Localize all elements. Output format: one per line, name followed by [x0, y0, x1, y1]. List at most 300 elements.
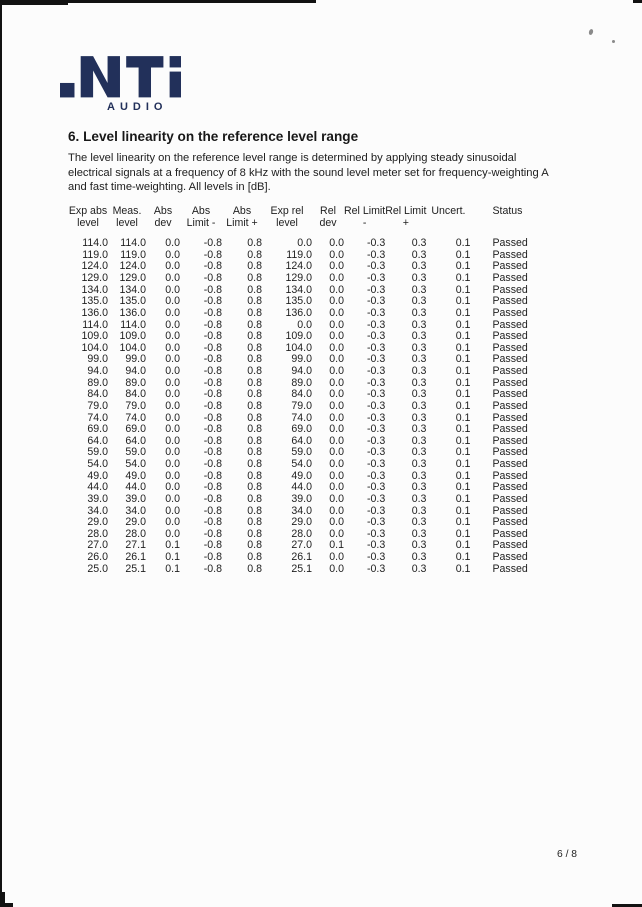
table-cell: 64.0: [125, 434, 146, 447]
table-cell: 49.0: [125, 469, 146, 482]
table-cell: -0.8: [203, 365, 222, 378]
table-cell: 99.0: [125, 353, 146, 366]
table-cell: 0.8: [247, 330, 262, 343]
column-header: Uncert.: [431, 205, 466, 217]
table-cell: -0.3: [366, 237, 386, 250]
status-cell: Passed: [492, 504, 528, 517]
table-cell: 136.0: [81, 306, 108, 319]
status-cell: Passed: [492, 481, 528, 494]
table-cell: 34.0: [125, 504, 146, 517]
table-cell: 0.0: [165, 283, 180, 296]
status-cell: Passed: [492, 469, 528, 482]
table-cell: 0.8: [247, 423, 262, 436]
table-cell: 74.0: [125, 411, 146, 424]
table-cell: -0.8: [203, 295, 222, 308]
table-cell: 89.0: [125, 376, 146, 389]
table-cell: 0.1: [455, 260, 471, 273]
table-cell: 0.0: [329, 388, 344, 401]
table-cell: 0.3: [411, 481, 427, 494]
table-cell: -0.3: [366, 272, 386, 285]
table-cell: -0.3: [366, 516, 386, 529]
status-cell: Passed: [492, 388, 528, 401]
table-row: [68, 552, 532, 564]
table-cell: 99.0: [291, 353, 312, 366]
table-cell: 0.8: [247, 458, 262, 471]
table-cell: 69.0: [291, 423, 312, 436]
table-cell: 39.0: [125, 492, 146, 505]
table-cell: 44.0: [125, 481, 146, 494]
table-cell: 0.0: [165, 237, 180, 250]
table-cell: 135.0: [119, 295, 146, 308]
table-cell: 0.3: [411, 423, 427, 436]
table-cell: 0.3: [411, 516, 427, 529]
table-cell: 0.0: [329, 458, 344, 471]
status-cell: Passed: [492, 295, 528, 308]
table-cell: 109.0: [119, 330, 146, 343]
table-cell: -0.8: [203, 353, 222, 366]
table-cell: 25.1: [291, 562, 312, 575]
status-cell: Passed: [492, 283, 528, 296]
table-cell: 0.0: [329, 423, 344, 436]
table-cell: -0.3: [366, 306, 386, 319]
table-cell: -0.8: [203, 318, 222, 331]
table-cell: -0.8: [203, 446, 222, 459]
table-row: [68, 494, 532, 506]
table-cell: 0.3: [411, 272, 427, 285]
table-cell: 0.1: [455, 330, 471, 343]
table-cell: -0.3: [366, 411, 386, 424]
table-cell: 0.3: [411, 504, 427, 517]
table-row: [68, 564, 532, 576]
table-cell: 0.8: [247, 527, 262, 540]
table-cell: 119.0: [120, 248, 146, 261]
table-cell: 0.1: [455, 423, 471, 436]
logo-square-dot: [60, 83, 74, 97]
table-cell: -0.8: [203, 551, 222, 564]
table-cell: -0.3: [366, 446, 386, 459]
scan-speckle: [612, 40, 615, 43]
table-cell: 0.0: [329, 272, 344, 285]
table-cell: 0.8: [247, 504, 262, 517]
status-cell: Passed: [492, 353, 528, 366]
table-row: [68, 366, 532, 378]
table-header-row: [68, 206, 532, 238]
table-cell: 0.1: [455, 272, 471, 285]
table-cell: -0.3: [366, 260, 386, 273]
table-cell: -0.3: [366, 539, 386, 552]
logo-audio-text: AUDIO: [107, 100, 168, 113]
table-cell: 0.1: [455, 551, 471, 564]
table-cell: 27.0: [87, 539, 108, 552]
table-cell: 0.3: [411, 434, 427, 447]
table-cell: 28.0: [125, 527, 146, 540]
logo-letter-t: [126, 56, 163, 97]
table-cell: -0.8: [203, 504, 222, 517]
table-cell: 29.0: [87, 516, 108, 529]
status-cell: Passed: [492, 376, 528, 389]
table-cell: 0.0: [329, 481, 344, 494]
section-paragraph: [68, 151, 608, 195]
table-cell: -0.3: [366, 353, 386, 366]
table-cell: 0.0: [329, 469, 344, 482]
table-cell: 0.1: [455, 341, 471, 354]
status-cell: Passed: [492, 562, 528, 575]
table-cell: 0.0: [165, 248, 180, 261]
table-cell: -0.3: [366, 248, 386, 261]
table-cell: 136.0: [285, 306, 312, 319]
table-cell: 0.8: [247, 341, 262, 354]
table-cell: 0.0: [329, 376, 344, 389]
table-cell: 0.0: [165, 306, 180, 319]
table-cell: -0.3: [366, 341, 386, 354]
table-cell: 0.8: [247, 516, 262, 529]
column-header: Abs Limit -: [186, 205, 216, 229]
table-cell: 27.1: [125, 539, 146, 552]
table-cell: 49.0: [291, 469, 312, 482]
table-cell: -0.8: [203, 527, 222, 540]
table-cell: 99.0: [87, 353, 108, 366]
table-cell: 0.3: [411, 458, 427, 471]
table-cell: 0.3: [411, 330, 427, 343]
table-cell: 0.1: [455, 376, 471, 389]
table-cell: 44.0: [291, 481, 312, 494]
table-cell: 0.1: [455, 283, 471, 296]
table-cell: -0.3: [366, 562, 386, 575]
table-cell: 0.0: [329, 551, 344, 564]
table-cell: -0.8: [203, 423, 222, 436]
table-cell: -0.8: [203, 562, 222, 575]
table-cell: 124.0: [119, 260, 146, 273]
table-cell: 0.0: [329, 365, 344, 378]
table-cell: 0.0: [329, 446, 344, 459]
table-cell: 0.1: [455, 562, 471, 575]
table-cell: 0.8: [247, 492, 262, 505]
column-header: Rel Limit +: [385, 205, 427, 229]
table-cell: 84.0: [125, 388, 146, 401]
table-cell: 0.0: [165, 411, 180, 424]
table-cell: 25.1: [125, 562, 146, 575]
table-cell: 0.8: [247, 434, 262, 447]
status-cell: Passed: [492, 306, 528, 319]
status-cell: Passed: [492, 551, 528, 564]
table-cell: 59.0: [291, 446, 312, 459]
table-cell: -0.8: [203, 260, 222, 273]
table-cell: 0.0: [329, 562, 344, 575]
table-cell: 134.0: [81, 283, 108, 296]
table-cell: 0.3: [411, 306, 427, 319]
table-row: [68, 401, 532, 413]
table-cell: 0.0: [329, 353, 344, 366]
table-cell: -0.3: [366, 469, 386, 482]
table-cell: 0.1: [455, 434, 471, 447]
table-cell: 0.1: [455, 527, 471, 540]
column-header: Rel dev: [319, 205, 337, 229]
table-cell: 0.0: [165, 376, 180, 389]
status-cell: Passed: [492, 399, 528, 412]
table-cell: 0.3: [411, 388, 427, 401]
table-cell: 26.1: [125, 551, 146, 564]
table-cell: -0.3: [366, 481, 386, 494]
table-cell: 0.8: [247, 551, 262, 564]
table-cell: 0.0: [329, 260, 344, 273]
page-number: 6 / 8: [557, 849, 578, 860]
scan-artifact-bottom-left: [0, 892, 5, 903]
table-cell: -0.3: [366, 458, 386, 471]
table-cell: 135.0: [81, 295, 108, 308]
table-cell: 0.8: [247, 388, 262, 401]
table-cell: 0.1: [455, 353, 471, 366]
status-cell: Passed: [492, 539, 528, 552]
table-cell: 0.0: [329, 434, 344, 447]
table-row: [68, 308, 532, 320]
table-cell: 0.0: [165, 341, 180, 354]
table-cell: 27.0: [291, 539, 312, 552]
table-cell: 94.0: [87, 365, 108, 378]
table-cell: 59.0: [87, 446, 108, 459]
table-cell: 0.3: [411, 376, 427, 389]
table-cell: 0.0: [329, 399, 344, 412]
table-cell: 0.8: [247, 469, 262, 482]
table-cell: 0.8: [247, 376, 262, 389]
table-cell: 0.1: [165, 539, 180, 552]
column-header: Exp rel level: [270, 205, 304, 229]
table-cell: -0.8: [203, 341, 222, 354]
table-cell: -0.8: [203, 388, 222, 401]
table-cell: 0.3: [411, 248, 427, 261]
table-cell: 0.1: [455, 411, 471, 424]
table-body: [68, 238, 532, 575]
table-cell: 0.8: [247, 283, 262, 296]
paragraph-line: The level linearity on the reference level range is determined by applying steady sinusoidal: [68, 152, 517, 164]
table-cell: -0.3: [366, 551, 386, 564]
status-cell: Passed: [492, 272, 528, 285]
table-cell: 0.0: [165, 527, 180, 540]
table-cell: 74.0: [291, 411, 312, 424]
table-cell: 0.0: [165, 434, 180, 447]
scan-artifact-left-edge: [0, 0, 2, 897]
table-cell: -0.8: [203, 237, 222, 250]
table-cell: 26.0: [87, 551, 108, 564]
status-cell: Passed: [492, 318, 528, 331]
nti-logo-mark: [60, 54, 181, 100]
table-head: [68, 206, 532, 238]
table-cell: 0.3: [411, 283, 427, 296]
table-cell: -0.3: [366, 504, 386, 517]
table-cell: 0.0: [165, 260, 180, 273]
table-cell: 0.0: [329, 248, 344, 261]
table-cell: 124.0: [285, 260, 312, 273]
table-cell: 0.8: [247, 306, 262, 319]
table-cell: -0.8: [203, 272, 222, 285]
scan-speckle: [588, 29, 594, 36]
table-cell: 34.0: [291, 504, 312, 517]
table-cell: 25.0: [87, 562, 108, 575]
table-cell: -0.3: [366, 492, 386, 505]
table-cell: 0.0: [329, 516, 344, 529]
status-cell: Passed: [492, 341, 528, 354]
status-cell: Passed: [492, 330, 528, 343]
table-cell: 0.8: [247, 318, 262, 331]
table-cell: 0.0: [165, 353, 180, 366]
table-cell: -0.8: [203, 411, 222, 424]
table-cell: 0.0: [329, 318, 344, 331]
table-cell: 0.1: [455, 492, 471, 505]
table-cell: 0.1: [455, 237, 471, 250]
table-cell: -0.3: [366, 423, 386, 436]
table-cell: 124.0: [81, 260, 108, 273]
logo-letter-n: [81, 56, 120, 97]
table-cell: -0.8: [203, 248, 222, 261]
table-cell: 54.0: [87, 458, 108, 471]
table-cell: 0.0: [165, 423, 180, 436]
table-cell: 0.0: [165, 388, 180, 401]
table-cell: 129.0: [119, 272, 146, 285]
table-cell: 0.8: [247, 365, 262, 378]
status-cell: Passed: [492, 423, 528, 436]
status-cell: Passed: [492, 516, 528, 529]
table-cell: 0.0: [165, 446, 180, 459]
status-cell: Passed: [492, 492, 528, 505]
table-cell: 0.1: [455, 388, 471, 401]
table-cell: -0.8: [203, 306, 222, 319]
table-cell: 0.1: [455, 516, 471, 529]
table-cell: 0.8: [247, 353, 262, 366]
table-cell: 135.0: [285, 295, 312, 308]
table-cell: 0.0: [165, 318, 180, 331]
table-cell: 0.3: [411, 551, 427, 564]
table-cell: 136.0: [119, 306, 146, 319]
table-cell: 0.1: [455, 318, 471, 331]
table-row: [68, 273, 532, 285]
table-cell: 0.8: [247, 446, 262, 459]
table-cell: 0.3: [411, 341, 427, 354]
table-cell: 89.0: [291, 376, 312, 389]
table-cell: -0.8: [203, 399, 222, 412]
table-cell: 0.1: [455, 306, 471, 319]
table-cell: 109.0: [285, 330, 312, 343]
status-cell: Passed: [492, 411, 528, 424]
table-cell: 104.0: [81, 341, 108, 354]
table-cell: 94.0: [125, 365, 146, 378]
table-cell: 79.0: [291, 399, 312, 412]
section-heading: 6. Level linearity on the reference level range: [68, 129, 359, 144]
table-cell: 0.0: [329, 237, 344, 250]
table-cell: 0.1: [455, 539, 471, 552]
table-cell: 104.0: [119, 341, 146, 354]
table-cell: 0.3: [411, 365, 427, 378]
nti-audio-logo: [60, 54, 181, 113]
table-cell: 94.0: [291, 365, 312, 378]
table-cell: -0.3: [366, 434, 386, 447]
paragraph-line: electrical signals at a frequency of 8 kHz with the sound level meter set for frequency-weighting A: [68, 166, 549, 179]
table-cell: 89.0: [87, 376, 108, 389]
table-cell: 0.3: [411, 492, 427, 505]
table-cell: 0.0: [329, 306, 344, 319]
table-cell: 0.0: [297, 318, 312, 331]
table-cell: 79.0: [125, 399, 146, 412]
table-cell: 0.3: [411, 446, 427, 459]
table-cell: -0.3: [366, 365, 386, 378]
table-cell: 0.0: [165, 330, 180, 343]
table-cell: 0.8: [247, 562, 262, 575]
status-cell: Passed: [492, 434, 528, 447]
table-cell: 0.0: [165, 516, 180, 529]
table-cell: 49.0: [87, 469, 108, 482]
table-cell: 0.8: [247, 248, 262, 261]
logo-letter-i-stem: [170, 72, 181, 98]
table-cell: 0.0: [165, 492, 180, 505]
table-cell: -0.3: [366, 399, 386, 412]
table-cell: 0.0: [165, 295, 180, 308]
table-cell: 54.0: [291, 458, 312, 471]
table-cell: 119.0: [82, 248, 108, 261]
table-cell: 0.0: [165, 399, 180, 412]
table-cell: 114.0: [82, 237, 108, 250]
table-cell: -0.8: [203, 469, 222, 482]
table-cell: 114.0: [120, 318, 146, 331]
table-cell: 0.1: [455, 365, 471, 378]
status-cell: Passed: [492, 365, 528, 378]
table-cell: 0.0: [329, 330, 344, 343]
table-cell: 0.1: [455, 399, 471, 412]
scan-artifact-top-right: [633, 0, 642, 3]
table-cell: -0.8: [203, 376, 222, 389]
table-cell: 0.3: [411, 411, 427, 424]
table-cell: 0.3: [411, 318, 427, 331]
table-cell: 26.1: [291, 551, 312, 564]
column-header: Abs Limit +: [226, 205, 258, 229]
table-cell: -0.3: [366, 376, 386, 389]
table-cell: -0.3: [366, 330, 386, 343]
table-cell: 0.1: [165, 562, 180, 575]
table-cell: 0.3: [411, 469, 427, 482]
table-cell: 0.0: [165, 469, 180, 482]
paragraph-line: and fast time-weighting. All levels in [dB].: [68, 181, 271, 194]
table-cell: 0.3: [411, 399, 427, 412]
table-row: [68, 459, 532, 471]
table-cell: 54.0: [125, 458, 146, 471]
column-header: Abs dev: [153, 205, 173, 229]
table-cell: 0.0: [329, 492, 344, 505]
table-cell: -0.8: [203, 330, 222, 343]
table-cell: 129.0: [81, 272, 108, 285]
table-cell: 0.1: [455, 469, 471, 482]
table-cell: 0.1: [165, 551, 180, 564]
table-cell: 0.8: [247, 481, 262, 494]
column-header: Rel Limit -: [344, 205, 386, 229]
table-cell: 0.0: [329, 283, 344, 296]
table-cell: -0.8: [203, 434, 222, 447]
table-cell: 0.1: [329, 539, 344, 552]
table-cell: 0.0: [165, 365, 180, 378]
table-cell: 0.8: [247, 272, 262, 285]
table-cell: 104.0: [285, 341, 312, 354]
table-cell: 0.8: [247, 260, 262, 273]
table-cell: 109.0: [81, 330, 108, 343]
table-cell: 0.3: [411, 539, 427, 552]
table-cell: 0.3: [411, 237, 427, 250]
table-cell: 39.0: [87, 492, 108, 505]
table-cell: 0.1: [455, 504, 471, 517]
table-cell: 0.0: [165, 272, 180, 285]
table-cell: 28.0: [291, 527, 312, 540]
table-cell: -0.3: [366, 527, 386, 540]
table-cell: 74.0: [87, 411, 108, 424]
table-cell: -0.3: [366, 295, 386, 308]
status-cell: Passed: [492, 458, 528, 471]
table-cell: 0.0: [329, 411, 344, 424]
table-cell: 0.1: [455, 446, 471, 459]
